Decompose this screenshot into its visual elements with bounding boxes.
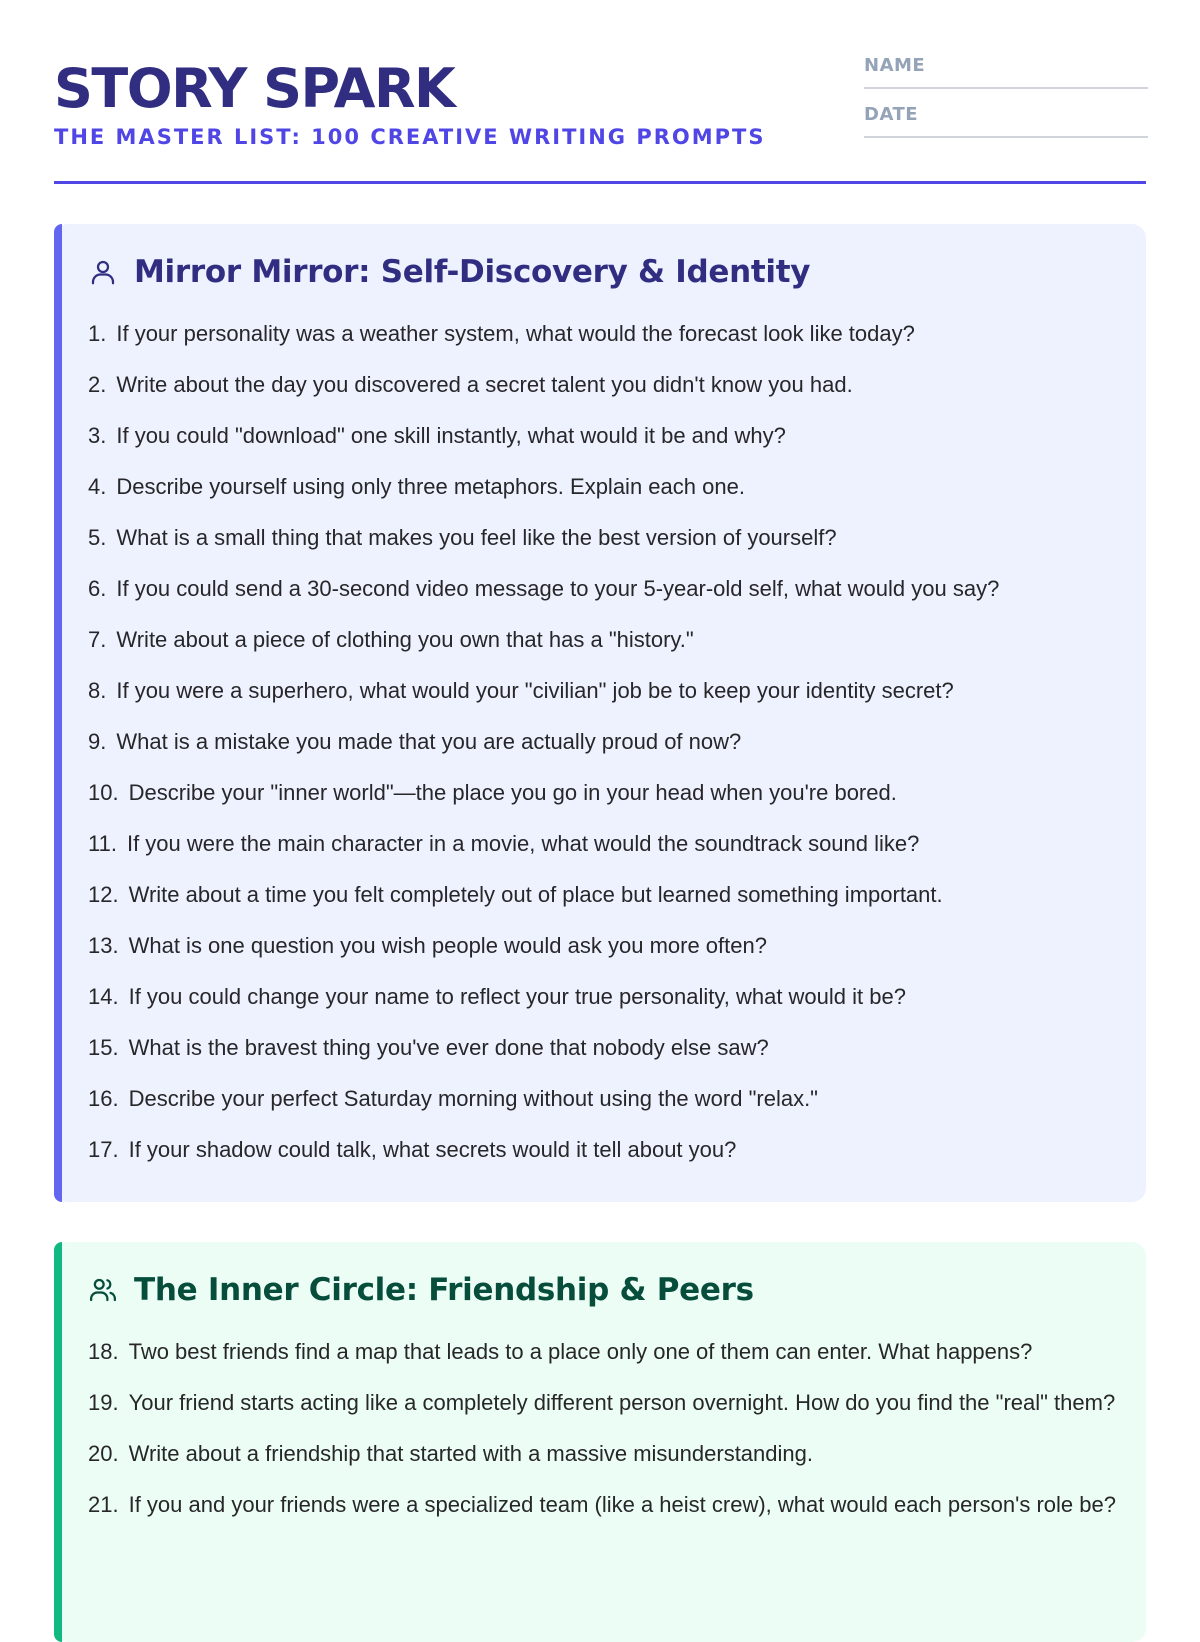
prompt-item: [88, 367, 1126, 403]
prompt-list: [88, 316, 1126, 1183]
worksheet-page: [54, 0, 1146, 184]
prompt-number: 8.: [88, 678, 107, 703]
prompt-item: [88, 469, 1126, 505]
prompt-text: What is a mistake you made that you are actually proud of now?: [116, 729, 742, 754]
prompt-item: [88, 316, 1126, 352]
section-title: Mirror Mirror: Self-Discovery & Identity: [134, 254, 811, 290]
prompt-item: [88, 1081, 1126, 1117]
page-title: STORY SPARK: [54, 57, 455, 120]
section-header: [88, 1268, 754, 1312]
prompt-item: [88, 418, 1126, 454]
section-self-discovery: [54, 224, 1146, 1202]
prompt-number: 3.: [88, 423, 107, 448]
prompt-number: 4.: [88, 474, 107, 499]
prompt-text: Write about the day you discovered a secret talent you didn't know you had.: [116, 372, 853, 397]
prompt-text: Describe your "inner world"—the place you go in your head when you're bored.: [128, 780, 897, 805]
date-field[interactable]: DATE: [864, 101, 1148, 138]
users-icon: [88, 1275, 118, 1305]
section-header: [88, 250, 810, 294]
prompt-text: Your friend starts acting like a completely different person overnight. How do you find the "real" them?: [128, 1390, 1116, 1415]
prompt-text: If your personality was a weather system, what would the forecast look like today?: [116, 321, 915, 346]
prompt-item: [88, 1030, 1126, 1066]
worksheet-header: [54, 0, 1146, 184]
prompt-number: 19.: [88, 1390, 119, 1415]
prompt-item: [88, 877, 1126, 913]
prompt-number: 2.: [88, 372, 107, 397]
prompt-number: 9.: [88, 729, 107, 754]
prompt-text: Describe your perfect Saturday morning without using the word "relax.": [128, 1086, 818, 1111]
prompt-text: If your shadow could talk, what secrets would it tell about you?: [128, 1137, 737, 1162]
user-icon: [88, 257, 118, 287]
prompt-text: If you could change your name to reflect your true personality, what would it be?: [128, 984, 906, 1009]
prompt-text: What is the bravest thing you've ever done that nobody else saw?: [128, 1035, 769, 1060]
prompt-text: What is a small thing that makes you feel like the best version of yourself?: [116, 525, 837, 550]
page-subtitle: THE MASTER LIST: 100 CREATIVE WRITING PROMPTS: [54, 125, 766, 149]
prompt-number: 20.: [88, 1441, 119, 1466]
prompt-number: 11.: [88, 831, 117, 856]
prompt-item: [88, 1436, 1126, 1472]
prompt-number: 21.: [88, 1492, 119, 1517]
prompt-number: 7.: [88, 627, 107, 652]
prompt-item: [88, 1132, 1126, 1168]
prompt-number: 5.: [88, 525, 107, 550]
prompt-text: What is one question you wish people would ask you more often?: [128, 933, 767, 958]
prompt-number: 6.: [88, 576, 107, 601]
prompt-number: 1.: [88, 321, 107, 346]
prompt-item: [88, 673, 1126, 709]
prompt-text: Describe yourself using only three metaphors. Explain each one.: [116, 474, 745, 499]
prompt-item: [88, 571, 1126, 607]
prompt-item: [88, 826, 1126, 862]
prompt-number: 10.: [88, 780, 119, 805]
prompt-item: [88, 775, 1126, 811]
prompt-text: If you could send a 30-second video message to your 5-year-old self, what would you say?: [116, 576, 1000, 601]
prompt-text: Write about a piece of clothing you own that has a "history.": [116, 627, 694, 652]
prompt-number: 14.: [88, 984, 119, 1009]
prompt-item: [88, 1385, 1126, 1421]
prompt-text: Write about a time you felt completely out of place but learned something important.: [128, 882, 943, 907]
prompt-item: [88, 1487, 1126, 1523]
prompt-text: Write about a friendship that started with a massive misunderstanding.: [128, 1441, 813, 1466]
prompt-item: [88, 622, 1126, 658]
prompt-text: If you were a superhero, what would your "civilian" job be to keep your identity secret?: [116, 678, 954, 703]
prompt-item: [88, 979, 1126, 1015]
name-field[interactable]: NAME: [864, 52, 1148, 89]
prompt-item: [88, 1334, 1126, 1370]
prompt-text: If you were the main character in a movie, what would the soundtrack sound like?: [126, 831, 920, 856]
prompt-text: If you could "download" one skill instantly, what would it be and why?: [116, 423, 786, 448]
prompt-text: Two best friends find a map that leads to a place only one of them can enter. What happens?: [128, 1339, 1033, 1364]
prompt-item: [88, 928, 1126, 964]
prompt-item: [88, 724, 1126, 760]
prompt-text: If you and your friends were a specialized team (like a heist crew), what would each person's role be?: [128, 1492, 1116, 1517]
prompt-number: 15.: [88, 1035, 119, 1060]
prompt-number: 13.: [88, 933, 119, 958]
prompt-number: 16.: [88, 1086, 119, 1111]
student-info-fields: [864, 52, 1148, 150]
section-title: The Inner Circle: Friendship & Peers: [134, 1272, 754, 1308]
section-friendship: [54, 1242, 1146, 1642]
prompt-number: 12.: [88, 882, 119, 907]
prompt-number: 17.: [88, 1137, 119, 1162]
prompt-number: 18.: [88, 1339, 119, 1364]
prompt-item: [88, 520, 1126, 556]
prompt-list: [88, 1334, 1126, 1538]
